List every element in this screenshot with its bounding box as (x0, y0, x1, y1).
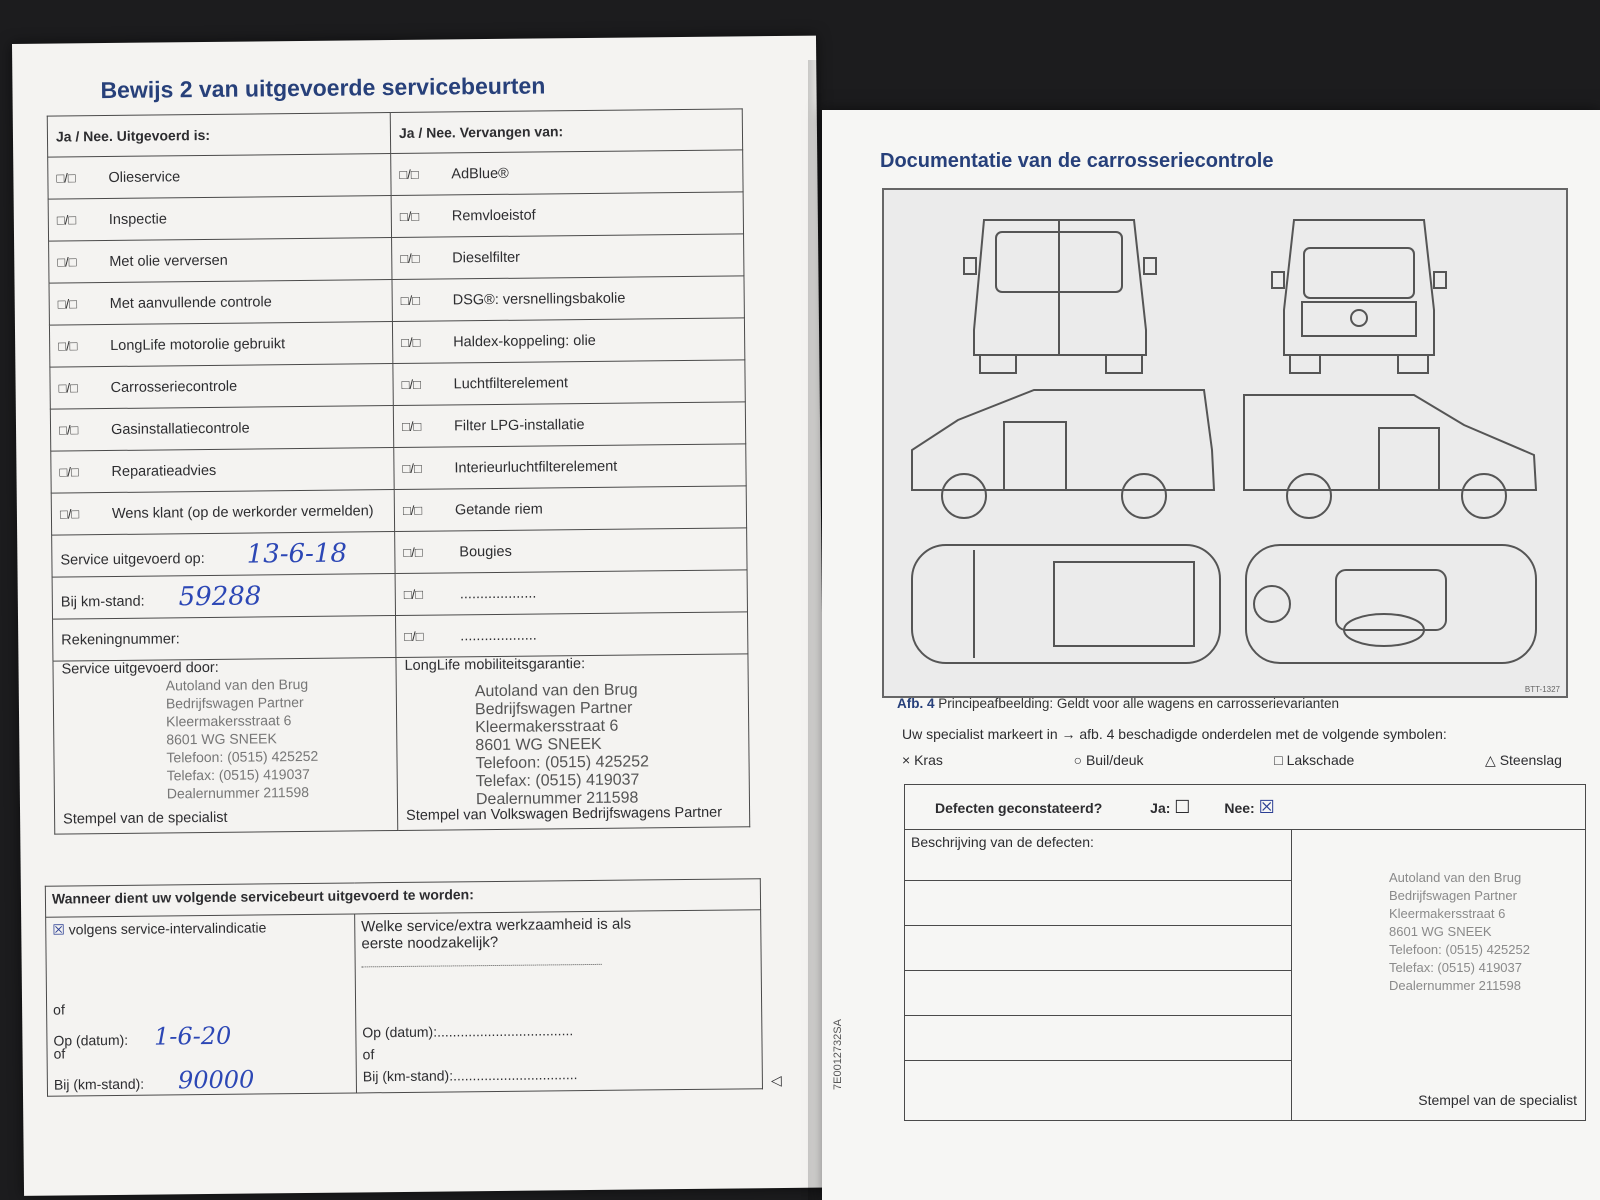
right-page-title: Documentatie van de carrosseriecontrole (880, 150, 1274, 172)
description-line[interactable] (905, 880, 1291, 925)
replaced-cell (394, 444, 746, 490)
replaced-cell (395, 528, 747, 574)
stamp-line: Bedrijfswagen Partner (1389, 888, 1517, 903)
interval-option-label: volgens service-intervalindicatie (68, 919, 267, 938)
performed-cell (50, 406, 393, 452)
damage-symbol-label: Lakschade (1286, 752, 1355, 768)
replaced-cell (392, 276, 744, 322)
yes-checkbox[interactable]: ☐ (1174, 796, 1191, 817)
next-right-km[interactable]: Bij (km-stand):................................ (362, 1066, 578, 1085)
caption-label: Afb. 4 (897, 696, 935, 711)
performed-by-label: Service uitgevoerd door: (61, 659, 219, 678)
next-service-table (45, 878, 763, 1096)
performed-label: Wens klant (op de werkorder vermelden) (111, 502, 374, 522)
defects-question: Defecten geconstateerd? (935, 799, 1103, 816)
replaced-label: Dieselfilter (452, 249, 521, 266)
yes-no-checkbox[interactable]: □/□ (404, 628, 424, 644)
performed-cell (48, 196, 391, 242)
damage-symbol-icon: ○ (1073, 752, 1083, 768)
yes-no-checkbox[interactable]: □/□ (400, 292, 421, 308)
replaced-cell (396, 612, 748, 658)
stamp-line: Telefax: (0515) 419037 (1389, 960, 1522, 975)
stamp-line: Kleermakersstraat 6 (166, 712, 292, 730)
defects-description-cell[interactable] (905, 830, 1292, 1121)
performed-cell (51, 490, 394, 536)
service-table (47, 108, 750, 834)
table-row (51, 486, 746, 535)
replaced-cell (395, 570, 747, 616)
dealer-stamp-specialist (1389, 869, 1584, 995)
header-replaced: Ja / Nee. Vervangen van: (390, 109, 742, 154)
next-km-label: Bij (km-stand): (53, 1075, 145, 1093)
next-date-label: Op (datum): (53, 1031, 129, 1049)
table-row (48, 150, 743, 199)
symbol-item (1274, 752, 1354, 769)
defects-table (904, 784, 1586, 1121)
replaced-label: Filter LPG-installatie (453, 416, 585, 434)
stamp-line: Telefax: (0515) 419037 (166, 765, 310, 784)
performed-label: Olieservice (108, 168, 181, 186)
replaced-label-bougies: Bougies (459, 543, 512, 560)
replaced-cell (394, 486, 746, 532)
left-page-title: Bewijs 2 van uitgevoerde servicebeurten (100, 72, 546, 104)
dealer-stamp-left (166, 674, 389, 802)
figure-code: BTT-1327 (1524, 685, 1560, 694)
stamp-line: Dealernummer 211598 (166, 783, 310, 802)
stamp-line: Autoland van den Brug (165, 675, 309, 694)
service-table-header (47, 109, 742, 157)
yes-no-checkbox[interactable]: □/□ (399, 208, 420, 224)
or-label: of (53, 1045, 66, 1062)
replaced-label: Interieurluchtfilterelement (454, 458, 618, 476)
km-handwritten[interactable]: 59288 (178, 580, 262, 612)
description-line[interactable] (905, 970, 1291, 1015)
performed-cell (49, 322, 392, 368)
yes-no-checkbox[interactable]: □/□ (59, 505, 80, 522)
longlife-cell (396, 654, 750, 831)
replaced-label: Haldex-koppeling: olie (453, 332, 596, 350)
stamp-specialist-label: Stempel van de specialist (63, 809, 228, 828)
performed-label: LongLife motorolie gebruikt (110, 335, 286, 354)
damage-symbol-icon: □ (1274, 752, 1283, 768)
next-date-handwritten[interactable]: 1-6-20 (153, 1021, 232, 1051)
yes-no-checkbox[interactable]: □/□ (58, 379, 79, 396)
yes-no-checkbox[interactable]: □/□ (56, 169, 76, 186)
performed-cell (49, 238, 392, 284)
no-label: Nee: (1224, 799, 1255, 816)
van-outline-drawing (884, 190, 1566, 696)
or-label: of (53, 1001, 65, 1018)
service-date-handwritten[interactable]: 13-6-18 (246, 538, 348, 570)
table-row (53, 612, 748, 661)
next-right-date[interactable]: Op (datum):................................... (362, 1022, 574, 1041)
damage-symbols (902, 752, 1562, 769)
yes-no-checkbox[interactable]: □/□ (403, 586, 424, 602)
yes-no-checkbox[interactable]: □/□ (403, 544, 423, 560)
yes-no-checkbox[interactable]: □/□ (59, 463, 79, 480)
figure-caption (897, 696, 1339, 711)
table-row (50, 360, 745, 409)
damage-symbol-icon: × (902, 752, 911, 768)
service-rows (48, 150, 747, 535)
yes-no-checkbox[interactable]: □/□ (400, 250, 420, 266)
answer-line[interactable] (362, 964, 602, 968)
description-line[interactable] (905, 925, 1291, 970)
stamp-line: 8601 WG SNEEK (166, 730, 277, 748)
next-service-right (355, 910, 763, 1093)
stamp-line: Telefoon: (0515) 425252 (1389, 942, 1530, 957)
caption-text: Principeafbeelding: Geldt voor alle wagens en carrosserievarianten (938, 696, 1340, 711)
symbol-item (1485, 752, 1562, 769)
table-row (52, 528, 747, 577)
stamp-line: Kleermakersstraat 6 (1389, 906, 1506, 921)
stamp-line: 8601 WG SNEEK (475, 735, 602, 755)
defects-question-row (905, 785, 1586, 830)
header-performed: Ja / Nee. Uitgevoerd is: (47, 113, 390, 158)
stamp-line: Autoland van den Brug (1389, 870, 1522, 885)
yes-no-checkbox[interactable]: □/□ (402, 460, 422, 476)
longlife-label: LongLife mobiliteitsgarantie: (404, 656, 586, 674)
blank-line[interactable]: ................... (460, 627, 537, 644)
stamp-line: Telefax: (0515) 419037 (475, 771, 640, 791)
yes-no-checkbox[interactable]: □/□ (57, 253, 77, 270)
replaced-cell (393, 360, 745, 406)
replaced-cell (392, 234, 744, 280)
table-row (48, 192, 743, 241)
stamp-line: Autoland van den Brug (474, 681, 638, 701)
left-page (12, 36, 828, 1196)
replaced-cell (391, 192, 743, 238)
yes-label: Ja: (1150, 799, 1171, 816)
blank-line[interactable]: ................... (459, 585, 537, 602)
yes-no-checkbox[interactable]: □/□ (56, 211, 77, 228)
yes-no-checkbox[interactable]: □/□ (57, 295, 78, 312)
next-date-row (53, 1022, 231, 1052)
table-row (49, 318, 744, 367)
dealer-stamp-right (475, 680, 741, 809)
yes-no-checkbox[interactable]: □/□ (58, 421, 79, 438)
next-service-header: Wanneer dient uw volgende servicebeurt uitgevoerd te worden: (45, 879, 760, 917)
invoice-label: Rekeningnummer: (53, 616, 396, 662)
stamp-line: Bedrijfswagen Partner (165, 693, 304, 712)
next-km-handwritten[interactable]: 90000 (177, 1065, 255, 1095)
replaced-label: AdBlue® (451, 165, 509, 182)
table-row (50, 402, 745, 451)
performed-label: Inspectie (108, 210, 167, 228)
stamp-line: 8601 WG SNEEK (1389, 924, 1492, 939)
replaced-label: Getande riem (454, 500, 543, 518)
stamp-line: Telefoon: (0515) 425252 (475, 753, 650, 773)
yes-no-checkbox[interactable]: □/□ (401, 334, 421, 350)
service-date-cell (52, 532, 395, 578)
description-line[interactable] (905, 1060, 1291, 1105)
damage-symbol-label: Kras (914, 752, 943, 768)
performed-label: Met olie verversen (109, 252, 228, 270)
performed-label: Reparatieadvies (111, 462, 217, 480)
stamp-line: Dealernummer 211598 (475, 789, 639, 809)
damage-symbol-label: Buil/deuk (1085, 752, 1144, 768)
vehicle-diagram[interactable] (882, 188, 1568, 698)
stamp-line: Telefoon: (0515) 425252 (166, 747, 319, 766)
page-turn-icon: ◁ (770, 1071, 782, 1089)
description-label: Beschrijving van de defecten: (911, 834, 1094, 850)
stamp-row (53, 654, 750, 834)
stamp-line: Bedrijfswagen Partner (474, 699, 633, 719)
performed-label: Carrosseriecontrole (110, 378, 238, 396)
or-label: of (362, 1046, 375, 1063)
next-km-row (54, 1066, 255, 1096)
checkbox-ticked-icon[interactable]: ☒ (52, 921, 65, 938)
document-number: 7E0012732SA (832, 1019, 844, 1090)
specialist-stamp-label: Stempel van de specialist (1418, 1092, 1577, 1108)
no-checkbox-ticked[interactable]: ☒ (1258, 796, 1275, 817)
stamp-vw-label: Stempel van Volkswagen Bedrijfswagens Partner (406, 804, 723, 824)
yes-no-checkbox[interactable]: □/□ (399, 166, 419, 182)
service-date-label: Service uitgevoerd op: (60, 550, 205, 569)
performed-by-cell (53, 658, 398, 835)
km-label: Bij km-stand: (60, 593, 145, 611)
replaced-label: DSG®: versnellingsbakolie (452, 290, 626, 308)
table-row (49, 234, 744, 283)
symbol-item (1074, 752, 1144, 769)
table-row (49, 276, 744, 325)
symbol-item (902, 752, 943, 769)
table-row (52, 570, 747, 619)
yes-no-checkbox[interactable]: □/□ (58, 337, 78, 354)
performed-cell (48, 154, 391, 200)
table-row (51, 444, 746, 493)
replaced-label: Luchtfilterelement (453, 374, 569, 392)
replaced-cell (392, 318, 744, 364)
symbol-legend: Uw specialist markeert in → afb. 4 beschadigde onderdelen met de volgende symbolen: (902, 726, 1447, 742)
damage-symbol-label: Steenslag (1499, 752, 1562, 768)
right-page (822, 110, 1600, 1200)
damage-symbol-icon: △ (1485, 752, 1496, 768)
km-cell (52, 574, 395, 620)
yes-no-checkbox[interactable]: □/□ (401, 376, 421, 392)
yes-no-checkbox[interactable]: □/□ (401, 418, 422, 434)
specialist-stamp-cell (1292, 830, 1586, 1121)
performed-label: Gasinstallatiecontrole (110, 420, 250, 438)
stamp-line: Dealernummer 211598 (1389, 978, 1521, 993)
stamp-line: Kleermakersstraat 6 (475, 717, 619, 737)
replaced-cell (393, 402, 745, 448)
performed-cell (50, 364, 393, 410)
next-question: Welke service/extra werkzaamheid is als eerste noodzakelijk? (361, 915, 632, 953)
replaced-label: Remvloeistof (451, 207, 536, 224)
performed-cell (51, 448, 394, 494)
replaced-cell (391, 150, 743, 196)
performed-label: Met aanvullende controle (109, 293, 272, 312)
performed-cell (49, 280, 392, 326)
description-line[interactable] (905, 1015, 1291, 1060)
next-service-left (46, 914, 357, 1096)
yes-no-checkbox[interactable]: □/□ (402, 502, 423, 518)
